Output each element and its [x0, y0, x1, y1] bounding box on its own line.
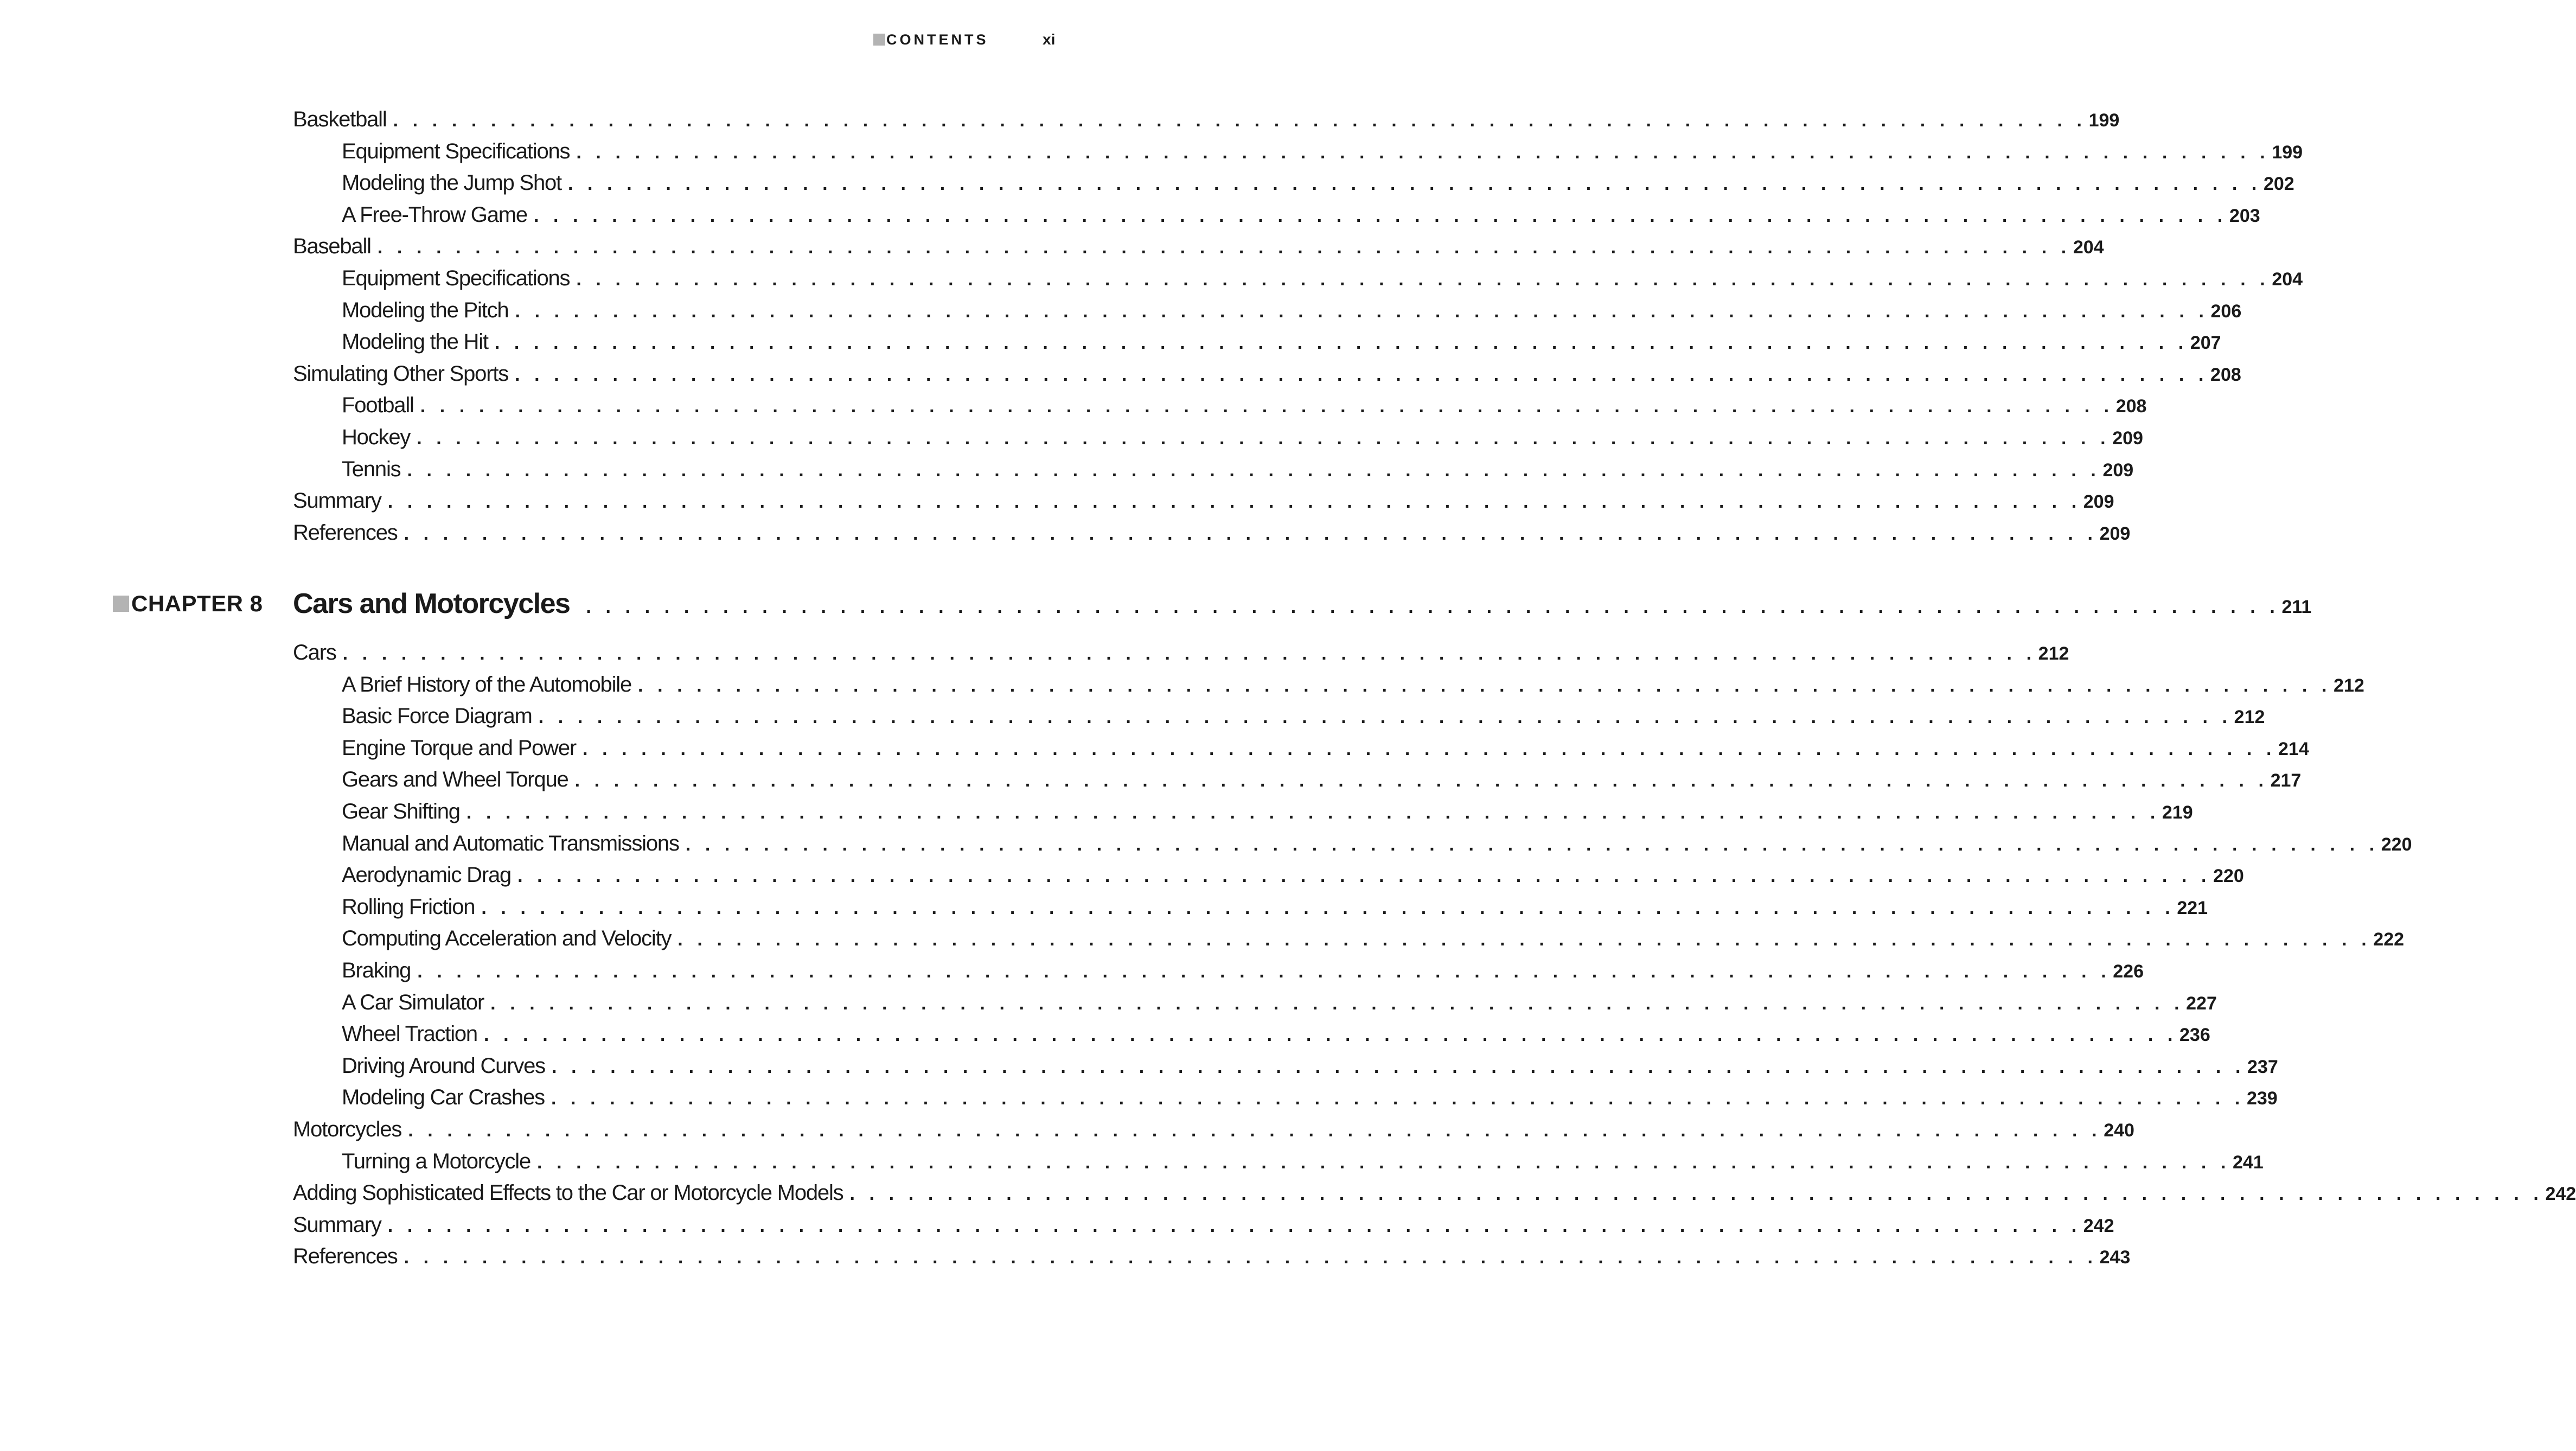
toc-entry-title: Modeling the Jump Shot — [342, 171, 561, 195]
toc-entry-page-number: 237 — [2247, 1056, 2278, 1077]
leader-dots: . . . . . . . . . . . . . . . . . . . . . . . . . . . . . . . . . . . . . . . . . . . . . . . . . . . . . . . . . . . . . . . . . . . . . . . . . . . . . . . . . . . . . . . — [466, 802, 2160, 823]
toc-entry[interactable] — [342, 1146, 2264, 1177]
toc-entry-title: Modeling Car Crashes — [342, 1085, 545, 1110]
toc-entry-page-number: 239 — [2246, 1088, 2278, 1109]
leader-dots: . . . . . . . . . . . . . . . . . . . . . . . . . . . . . . . . . . . . . . . . . . . . . . . . . . . . . . . . . . . . . . . . . . . . . . . . . . . . . . . . . . . . . . . — [551, 1056, 2245, 1077]
toc-entry-title: Engine Torque and Power — [342, 736, 576, 760]
toc-entry-page-number: 220 — [2381, 834, 2412, 855]
toc-entry[interactable] — [342, 1051, 2278, 1081]
leader-dots: . . . . . . . . . . . . . . . . . . . . . . . . . . . . . . . . . . . . . . . . . . . . . . . . . . . . . . . . . . . . . . . . . . . . . . . . . . . . . . . . . . . . . . . — [417, 961, 2111, 982]
toc-entry[interactable] — [342, 168, 2294, 198]
toc-entry[interactable] — [342, 987, 2217, 1018]
toc-entry-page-number: 212 — [2038, 643, 2069, 664]
toc-entry[interactable] — [293, 485, 2114, 516]
leader-dots: . . . . . . . . . . . . . . . . . . . . . . . . . . . . . . . . . . . . . . . . . . . . . . . . . . . . . . . . . . . . . . . . . . . . . . . . . . . . . . . . . . . . . . . — [387, 491, 2081, 513]
chapter-label — [113, 585, 263, 623]
leader-dots: . . . . . . . . . . . . . . . . . . . . . . . . . . . . . . . . . . . . . . . . . . . . . . . . . . . . . . . . . . . . . . . . . . . . . . . . . . . . . . . . . . . . . . . — [551, 1088, 2245, 1109]
leader-dots: . . . . . . . . . . . . . . . . . . . . . . . . . . . . . . . . . . . . . . . . . . . . . . . . . . . . . . . . . . . . . . . . . . . . . . . . . . . . . . . . . . . . . . . — [586, 597, 2280, 617]
toc-entry-title: Modeling the Pitch — [342, 298, 509, 322]
toc-entry[interactable] — [342, 828, 2412, 859]
toc-entry[interactable] — [293, 1210, 2114, 1240]
toc-entry-page-number: 226 — [2113, 961, 2144, 982]
running-head — [868, 30, 1056, 52]
toc-entry-title: Wheel Traction — [342, 1022, 477, 1046]
toc-entry-page-number: 242 — [2083, 1215, 2114, 1236]
toc-entry[interactable] — [293, 231, 2104, 261]
toc-entry-title: Manual and Automatic Transmissions — [342, 831, 679, 855]
toc-entry-title: A Free-Throw Game — [342, 202, 527, 227]
toc-entry-title: Summary — [293, 1212, 381, 1237]
toc-entry-page-number: 214 — [2278, 738, 2309, 759]
toc-entry-title: Hockey — [342, 425, 411, 449]
toc-entry-title: Cars — [293, 641, 336, 664]
toc-entry-title: Equipment Specifications — [342, 266, 570, 290]
leader-dots: . . . . . . . . . . . . . . . . . . . . . . . . . . . . . . . . . . . . . . . . . . . . . . . . . . . . . . . . . . . . . . . . . . . . . . . . . . . . . . . . . . . . . . . — [407, 459, 2101, 481]
leader-dots: . . . . . . . . . . . . . . . . . . . . . . . . . . . . . . . . . . . . . . . . . . . . . . . . . . . . . . . . . . . . . . . . . . . . . . . . . . . . . . . . . . . . . . . — [533, 205, 2227, 226]
leader-dots: . . . . . . . . . . . . . . . . . . . . . . . . . . . . . . . . . . . . . . . . . . . . . . . . . . . . . . . . . . . . . . . . . . . . . . . . . . . . . . . . . . . . . . . — [685, 834, 2379, 855]
leader-dots: . . . . . . . . . . . . . . . . . . . . . . . . . . . . . . . . . . . . . . . . . . . . . . . . . . . . . . . . . . . . . . . . . . . . . . . . . . . . . . . . . . . . . . . — [515, 301, 2209, 322]
running-head-page-number: xi — [1043, 31, 1056, 48]
toc-entry[interactable] — [342, 295, 2242, 325]
leader-dots: . . . . . . . . . . . . . . . . . . . . . . . . . . . . . . . . . . . . . . . . . . . . . . . . . . . . . . . . . . . . . . . . . . . . . . . . . . . . . . . . . . . . . . . — [576, 142, 2270, 163]
toc-entry[interactable] — [293, 1241, 2131, 1271]
toc-entry[interactable] — [342, 200, 2260, 230]
chapter-title: Cars and Motorcycles — [293, 588, 570, 619]
toc-entry-page-number: 241 — [2233, 1152, 2264, 1173]
toc-entry-page-number: 209 — [2112, 428, 2143, 449]
toc-entry-title: Summary — [293, 489, 381, 513]
toc-entry[interactable] — [342, 701, 2265, 731]
toc-entry[interactable] — [342, 263, 2303, 293]
toc-entry-title: Modeling the Hit — [342, 330, 488, 354]
leader-dots: . . . . . . . . . . . . . . . . . . . . . . . . . . . . . . . . . . . . . . . . . . . . . . . . . . . . . . . . . . . . . . . . . . . . . . . . . . . . . . . . . . . . . . . — [849, 1184, 2543, 1205]
leader-dots: . . . . . . . . . . . . . . . . . . . . . . . . . . . . . . . . . . . . . . . . . . . . . . . . . . . . . . . . . . . . . . . . . . . . . . . . . . . . . . . . . . . . . . . — [677, 929, 2372, 950]
toc-entry-title: Simulating Other Sports — [293, 361, 509, 386]
toc-entry-page-number: 227 — [2186, 993, 2217, 1014]
toc-entry-page-number: 204 — [2073, 237, 2104, 258]
toc-entry-title: Rolling Friction — [342, 894, 475, 919]
toc-entry-page-number: 217 — [2270, 770, 2302, 791]
toc-entry-title: Tennis — [342, 457, 401, 481]
toc-entry[interactable] — [342, 733, 2309, 763]
toc-entry-page-number: 243 — [2099, 1247, 2131, 1268]
toc-entry-title: A Car Simulator — [342, 990, 484, 1014]
toc-entry-page-number: 208 — [2210, 364, 2241, 385]
running-head-label: CONTENTS — [886, 31, 989, 48]
leader-dots: . . . . . . . . . . . . . . . . . . . . . . . . . . . . . . . . . . . . . . . . . . . . . . . . . . . . . . . . . . . . . . . . . . . . . . . . . . . . . . . . . . . . . . . — [417, 428, 2111, 449]
leader-dots: . . . . . . . . . . . . . . . . . . . . . . . . . . . . . . . . . . . . . . . . . . . . . . . . . . . . . . . . . . . . . . . . . . . . . . . . . . . . . . . . . . . . . . . — [517, 866, 2211, 887]
leader-dots: . . . . . . . . . . . . . . . . . . . . . . . . . . . . . . . . . . . . . . . . . . . . . . . . . . . . . . . . . . . . . . . . . . . . . . . . . . . . . . . . . . . . . . . — [342, 643, 2036, 664]
leader-dots: . . . . . . . . . . . . . . . . . . . . . . . . . . . . . . . . . . . . . . . . . . . . . . . . . . . . . . . . . . . . . . . . . . . . . . . . . . . . . . . . . . . . . . . — [490, 993, 2184, 1014]
toc-entry-page-number: 199 — [2272, 142, 2303, 163]
toc-entry[interactable] — [342, 390, 2147, 420]
toc-entry-title: Aerodynamic Drag — [342, 863, 512, 887]
toc-entry[interactable] — [342, 892, 2208, 922]
toc-entry[interactable] — [293, 104, 2120, 135]
leader-dots: . . . . . . . . . . . . . . . . . . . . . . . . . . . . . . . . . . . . . . . . . . . . . . . . . . . . . . . . . . . . . . . . . . . . . . . . . . . . . . . . . . . . . . . — [387, 1215, 2081, 1236]
toc-entry-title: References — [293, 1244, 398, 1269]
leader-dots: . . . . . . . . . . . . . . . . . . . . . . . . . . . . . . . . . . . . . . . . . . . . . . . . . . . . . . . . . . . . . . . . . . . . . . . . . . . . . . . . . . . . . . . — [538, 707, 2232, 728]
leader-dots: . . . . . . . . . . . . . . . . . . . . . . . . . . . . . . . . . . . . . . . . . . . . . . . . . . . . . . . . . . . . . . . . . . . . . . . . . . . . . . . . . . . . . . . — [404, 523, 2098, 544]
toc-entry[interactable] — [293, 517, 2131, 548]
leader-dots: . . . . . . . . . . . . . . . . . . . . . . . . . . . . . . . . . . . . . . . . . . . . . . . . . . . . . . . . . . . . . . . . . . . . . . . . . . . . . . . . . . . . . . . — [483, 1025, 2177, 1046]
toc-entry[interactable] — [293, 637, 2069, 668]
toc-entry-page-number: 221 — [2177, 897, 2208, 918]
leader-dots: . . . . . . . . . . . . . . . . . . . . . . . . . . . . . . . . . . . . . . . . . . . . . . . . . . . . . . . . . . . . . . . . . . . . . . . . . . . . . . . . . . . . . . . — [574, 770, 2268, 791]
toc-entry-page-number: 236 — [2179, 1025, 2210, 1046]
toc-entry-title: Adding Sophisticated Effects to the Car or Motorcycle Models — [293, 1181, 843, 1205]
toc-entry-title: Computing Acceleration and Velocity — [342, 926, 672, 951]
leader-dots: . . . . . . . . . . . . . . . . . . . . . . . . . . . . . . . . . . . . . . . . . . . . . . . . . . . . . . . . . . . . . . . . . . . . . . . . . . . . . . . . . . . . . . . — [404, 1247, 2098, 1268]
running-head-marker — [873, 34, 885, 46]
leader-dots: . . . . . . . . . . . . . . . . . . . . . . . . . . . . . . . . . . . . . . . . . . . . . . . . . . . . . . . . . . . . . . . . . . . . . . . . . . . . . . . . . . . . . . . — [377, 237, 2071, 258]
toc-entry[interactable] — [293, 359, 2241, 389]
chapter-page-number: 211 — [2281, 597, 2312, 617]
leader-dots: . . . . . . . . . . . . . . . . . . . . . . . . . . . . . . . . . . . . . . . . . . . . . . . . . . . . . . . . . . . . . . . . . . . . . . . . . . . . . . . . . . . . . . . — [393, 110, 2087, 131]
toc-entry-page-number: 209 — [2099, 523, 2131, 544]
toc-entry-page-number: 240 — [2104, 1120, 2134, 1141]
leader-dots: . . . . . . . . . . . . . . . . . . . . . . . . . . . . . . . . . . . . . . . . . . . . . . . . . . . . . . . . . . . . . . . . . . . . . . . . . . . . . . . . . . . . . . . — [638, 675, 2332, 696]
toc-entry-title: Football — [342, 393, 414, 418]
toc-entry[interactable] — [342, 796, 2193, 827]
toc-entry[interactable] — [342, 327, 2221, 357]
toc-entry-page-number: 206 — [2210, 301, 2242, 322]
toc-entry[interactable] — [342, 669, 2364, 700]
toc-entry-title: Turning a Motorcycle — [342, 1149, 530, 1173]
toc-entry[interactable] — [342, 136, 2303, 167]
toc-entry-title: A Brief History of the Automobile — [342, 672, 632, 696]
toc-entry-page-number: 222 — [2373, 929, 2405, 950]
toc-entry[interactable] — [342, 454, 2134, 484]
leader-dots: . . . . . . . . . . . . . . . . . . . . . . . . . . . . . . . . . . . . . . . . . . . . . . . . . . . . . . . . . . . . . . . . . . . . . . . . . . . . . . . . . . . . . . . — [481, 897, 2175, 918]
toc-entry-page-number: 207 — [2190, 333, 2221, 354]
toc-entry-page-number: 209 — [2102, 459, 2134, 481]
toc-entry-page-number: 204 — [2272, 269, 2303, 290]
toc-entry-page-number: 219 — [2162, 802, 2193, 823]
toc-entry-page-number: 203 — [2229, 205, 2260, 226]
toc-entry-title: Gear Shifting — [342, 800, 460, 823]
toc-entry[interactable] — [342, 422, 2143, 452]
toc-entry[interactable] — [342, 1019, 2210, 1049]
leader-dots: . . . . . . . . . . . . . . . . . . . . . . . . . . . . . . . . . . . . . . . . . . . . . . . . . . . . . . . . . . . . . . . . . . . . . . . . . . . . . . . . . . . . . . . — [420, 396, 2114, 417]
toc-entry-title: Baseball — [293, 234, 371, 259]
leader-dots: . . . . . . . . . . . . . . . . . . . . . . . . . . . . . . . . . . . . . . . . . . . . . . . . . . . . . . . . . . . . . . . . . . . . . . . . . . . . . . . . . . . . . . . — [537, 1152, 2231, 1173]
toc-entry-page-number: 209 — [2083, 491, 2114, 513]
toc-entry-page-number: 242 — [2545, 1184, 2576, 1205]
toc-entry-title: References — [293, 520, 398, 545]
toc-entry-title: Motorcycles — [293, 1117, 402, 1141]
toc-entry-title: Basic Force Diagram — [342, 704, 532, 728]
toc-entry[interactable] — [342, 1082, 2278, 1113]
leader-dots: . . . . . . . . . . . . . . . . . . . . . . . . . . . . . . . . . . . . . . . . . . . . . . . . . . . . . . . . . . . . . . . . . . . . . . . . . . . . . . . . . . . . . . . — [515, 364, 2209, 385]
toc-entry[interactable] — [293, 1114, 2134, 1145]
toc-entry-page-number: 202 — [2263, 174, 2294, 195]
toc-entry-title: Driving Around Curves — [342, 1053, 545, 1078]
leader-dots: . . . . . . . . . . . . . . . . . . . . . . . . . . . . . . . . . . . . . . . . . . . . . . . . . . . . . . . . . . . . . . . . . . . . . . . . . . . . . . . . . . . . . . . — [408, 1120, 2102, 1141]
leader-dots: . . . . . . . . . . . . . . . . . . . . . . . . . . . . . . . . . . . . . . . . . . . . . . . . . . . . . . . . . . . . . . . . . . . . . . . . . . . . . . . . . . . . . . . — [576, 269, 2270, 290]
toc-entry[interactable] — [342, 923, 2405, 954]
chapter-entry[interactable] — [293, 585, 2312, 623]
leader-dots: . . . . . . . . . . . . . . . . . . . . . . . . . . . . . . . . . . . . . . . . . . . . . . . . . . . . . . . . . . . . . . . . . . . . . . . . . . . . . . . . . . . . . . . — [494, 333, 2188, 354]
toc-entry-title: Basketball — [293, 107, 387, 131]
toc-entry-page-number: 208 — [2115, 396, 2147, 417]
toc-entry-title: Braking — [342, 958, 411, 982]
chapter-number: CHAPTER 8 — [131, 591, 263, 616]
chapter-marker — [113, 596, 129, 612]
toc-entry-page-number: 199 — [2088, 110, 2120, 131]
toc-entry[interactable] — [342, 764, 2302, 795]
toc-entry[interactable] — [342, 860, 2244, 890]
leader-dots: . . . . . . . . . . . . . . . . . . . . . . . . . . . . . . . . . . . . . . . . . . . . . . . . . . . . . . . . . . . . . . . . . . . . . . . . . . . . . . . . . . . . . . . — [583, 738, 2277, 759]
toc-entry[interactable] — [342, 955, 2144, 986]
toc-entry-title: Gears and Wheel Torque — [342, 768, 568, 792]
toc-entry-page-number: 220 — [2213, 866, 2244, 887]
toc-entry-title: Equipment Specifications — [342, 139, 570, 163]
toc-entry-page-number: 212 — [2234, 707, 2265, 728]
toc-entry[interactable] — [293, 1178, 2576, 1208]
leader-dots: . . . . . . . . . . . . . . . . . . . . . . . . . . . . . . . . . . . . . . . . . . . . . . . . . . . . . . . . . . . . . . . . . . . . . . . . . . . . . . . . . . . . . . . — [567, 174, 2261, 195]
toc-entry-page-number: 212 — [2334, 675, 2364, 696]
